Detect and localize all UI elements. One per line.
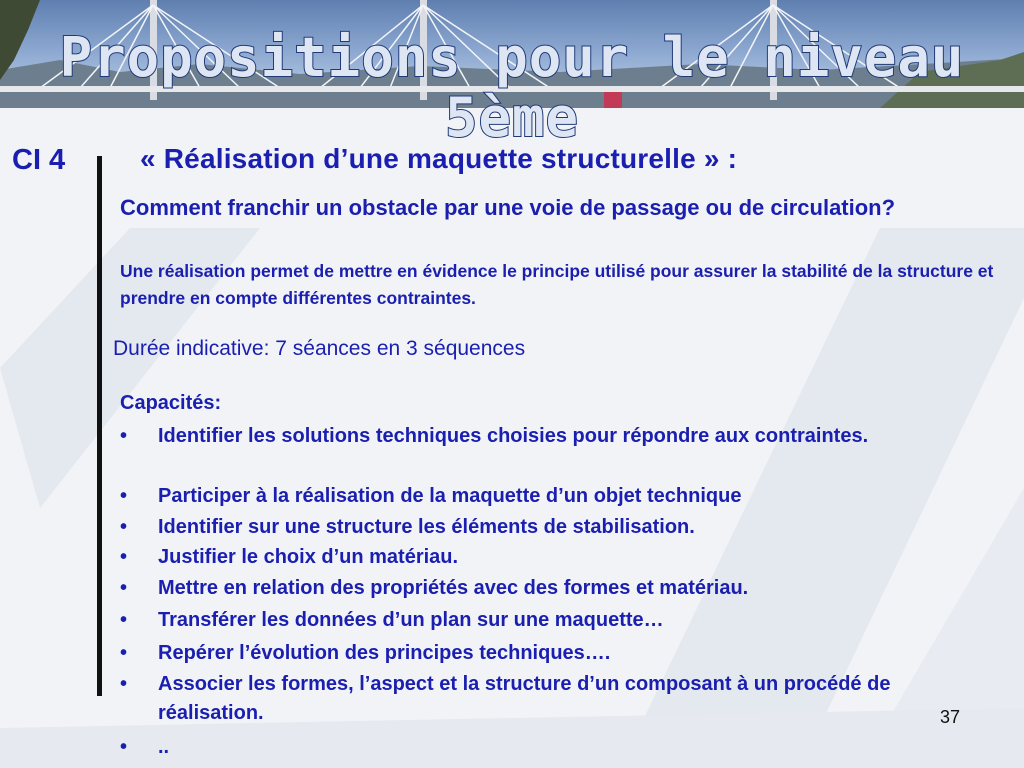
bullet: • [120,516,128,538]
bullet: • [120,425,128,447]
bullet: • [120,736,128,758]
header-banner [0,0,1024,149]
duration-text: Durée indicative: 7 séances en 3 séquences [113,337,526,360]
question-text: Comment franchir un obstacle par une voie de passage ou de circulation? [120,195,896,220]
bullet: • [120,577,128,599]
page-number: 37 [940,707,961,727]
description-text: Une réalisation permet de mettre en évidence le principe utilisé pour assurer la stabilité de la structure et prendre en compte différentes contraintes. [120,261,994,308]
bullet: • [120,642,128,664]
bullet: • [120,485,128,507]
page-title: Propositions pour le niveau 5ème [59,26,965,149]
list-item-text: Associer les formes, l’aspect et la structure d’un composant à un procédé de réalisation. [158,673,891,724]
list-item-text: Identifier sur une structure les éléments de stabilisation. [158,516,695,538]
list-item-text: Transférer les données d’un plan sur une maquette… [158,609,664,631]
list-item-text: .. [158,736,170,758]
ci-label: CI 4 [12,144,66,176]
list-item-text: Mettre en relation des propriétés avec des formes et matériau. [158,577,749,599]
list-item-text: Justifier le choix d’un matériau. [158,546,459,568]
capacities-title: Capacités: [120,392,222,414]
list-item-text: Repérer l’évolution des principes techniques…. [158,642,611,664]
bullet: • [120,673,128,695]
list-item-text: Identifier les solutions techniques choisies pour répondre aux contraintes. [158,425,869,447]
list-item-text: Participer à la réalisation de la maquette d’un objet technique [158,485,742,507]
bullet: • [120,546,128,568]
slide-heading: « Réalisation d’une maquette structurelle » : [140,143,738,174]
bullet: • [120,609,128,631]
vertical-divider [97,156,102,696]
